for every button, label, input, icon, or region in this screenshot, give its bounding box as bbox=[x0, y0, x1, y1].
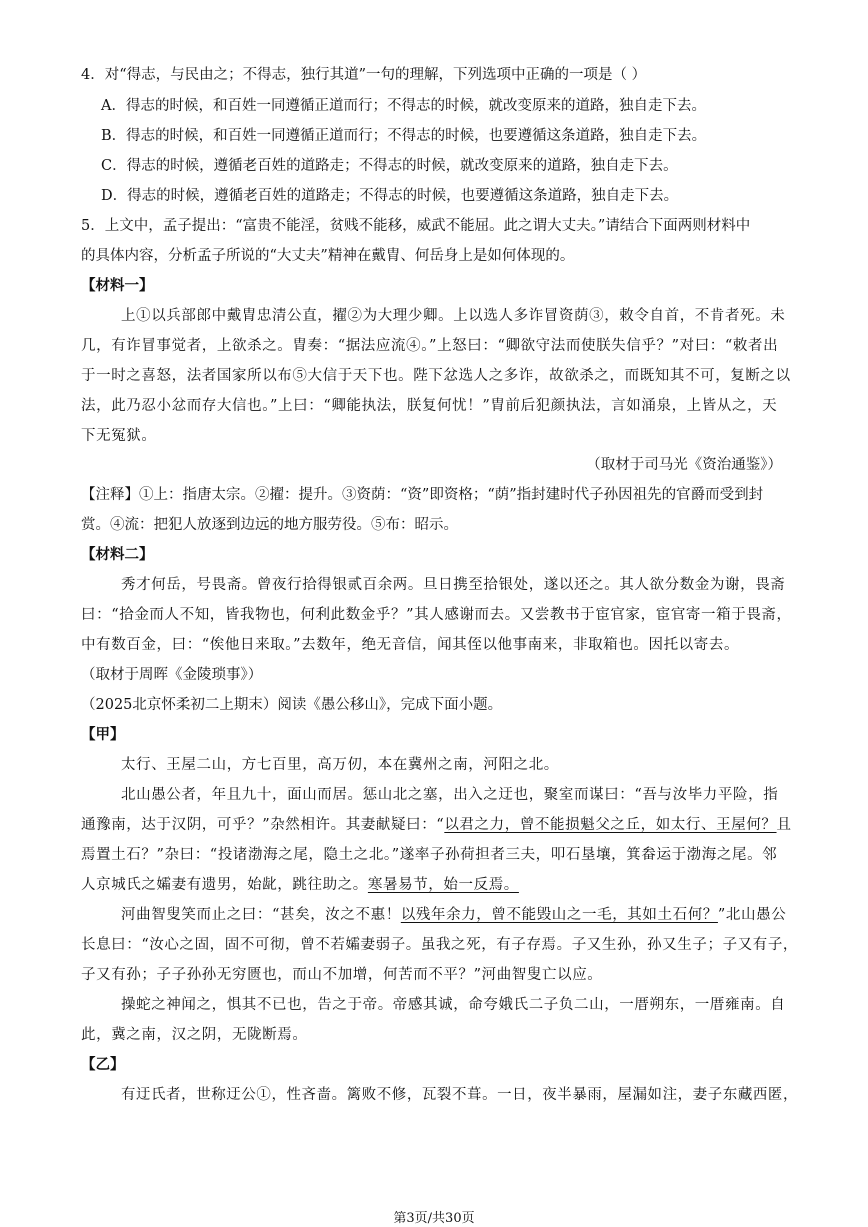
jia-p3-line-2: 长息曰：“汝心之固，固不可彻，曾不若孀妻弱子。虽我之死，有子存焉。子又生孙，孙又生子；子又有子， bbox=[81, 937, 798, 953]
jia-p4-line-2: 此，冀之南，汉之阴，无陇断焉。 bbox=[81, 1027, 308, 1043]
section-intro: （2025北京怀柔初二上期末）阅读《愚公移山》，完成下面小题。 bbox=[81, 697, 503, 713]
q5-line-1: 5．上文中，孟子提出：“富贵不能淫，贫贱不能移，威武不能屈。此之谓大丈夫。”请结合下面两则材料中 bbox=[81, 218, 751, 234]
page-number: 第3页/共30页 bbox=[393, 1211, 475, 1226]
jia-p3-line-1-text: 河曲智叟笑而止之曰：“甚矣，汝之不惠！ bbox=[121, 907, 401, 923]
jia-p2-line-2-tail: 且 bbox=[776, 817, 792, 833]
jia-underlined-sentence-3: 以残年余力，曾不能毁山之一毛，其如土石何？ bbox=[400, 907, 718, 923]
jia-p4-line-1: 操蛇之神闻之，惧其不已也，告之于帝。帝感其诚，命夸娥氏二子负二山，一厝朔东，一厝雍南。自 bbox=[121, 997, 786, 1013]
jia-p2-line-3: 焉置土石？”杂曰：“投诸渤海之尾，隐土之北。”遂率子孙荷担者三夫，叩石垦壤，箕畚运于渤海之尾。邻 bbox=[81, 847, 778, 863]
q4-option-b: B．得志的时候，和百姓一同遵循正道而行；不得志的时候，也要遵循这条道路，独自走下去。 bbox=[101, 128, 707, 144]
material1-line: 于一时之喜怒，法者国家所以布⑤大信于天下也。陛下忿选人之多诈，故欲杀之，而既知其不可，复断之以 bbox=[81, 368, 791, 384]
jia-p2-line-2 bbox=[81, 815, 792, 835]
material1-source: （取材于司马光《资治通鉴》） bbox=[586, 457, 782, 473]
material1-line: 上①以兵部郎中戴胄忠清公直，擢②为大理少卿。上以选人多诈冒资荫③，敕令自首，不肯者死。未 bbox=[121, 308, 786, 324]
jia-p2-line-1: 北山愚公者，年且九十，面山而居。惩山北之塞，出入之迂也，聚室而谋曰：“吾与汝毕力平险，指 bbox=[121, 787, 779, 803]
material1-line: 法，此乃忍小忿而存大信也。”上曰：“卿能执法，朕复何忧！”胄前后犯颜执法，言如涌泉，上皆从之，天 bbox=[81, 398, 778, 414]
jia-underlined-sentence-2: 寒暑易节，始一反焉。 bbox=[367, 877, 519, 893]
jia-p3-line-3: 子又有孙；子子孙孙无穷匮也，而山不加增，何苦而不平？”河曲智叟亡以应。 bbox=[81, 967, 603, 983]
q4-option-d: D．得志的时候，遵循老百姓的道路走；不得志的时候，也要遵循这条道路，独自走下去。 bbox=[101, 188, 679, 204]
q4-stem: 4．对“得志，与民由之；不得志，独行其道”一句的理解，下列选项中正确的一项是（ ） bbox=[81, 67, 647, 83]
jia-p2-line-2-text: 通豫南，达于汉阴，可乎？”杂然相许。其妻献疑曰：“ bbox=[81, 817, 445, 833]
jia-heading: 【甲】 bbox=[81, 726, 125, 743]
yi-paragraph-1: 有迂氏者，世称迂公①，性吝啬。篱败不修，瓦裂不葺。一日，夜半暴雨，屋漏如注，妻子东藏西匿， bbox=[121, 1087, 798, 1103]
q4-option-c: C．得志的时候，遵循老百姓的道路走；不得志的时候，就改变原来的道路，独自走下去。 bbox=[101, 158, 678, 174]
q4-option-a: A．得志的时候，和百姓一同遵循正道而行；不得志的时候，就改变原来的道路，独自走下去。 bbox=[101, 98, 706, 114]
material2-source: （取材于周晖《金陵琐事》） bbox=[81, 667, 263, 683]
material1-notes-line-1: 【注释】①上：指唐太宗。②擢：提升。③资荫：“资”即资格；“荫”指封建时代子孙因祖先的官爵而受到封 bbox=[81, 487, 764, 503]
jia-p3-line-1 bbox=[121, 905, 786, 925]
material2-line: 秀才何岳，号畏斋。曾夜行拾得银贰百余两。旦日携至拾银处，遂以还之。其人欲分数金为谢，畏斋 bbox=[121, 577, 786, 593]
material2-line: 中有数百金，曰：“俟他日来取。”去数年，绝无音信，闻其侄以他事南来，非取箱也。因托以寄去。 bbox=[81, 637, 740, 653]
material1-notes-line-2: 赏。④流：把犯人放逐到边远的地方服劳役。⑤布：昭示。 bbox=[81, 517, 458, 533]
jia-underlined-sentence-1: 以君之力，曾不能损魁父之丘，如太行、王屋何？ bbox=[444, 817, 777, 833]
jia-paragraph-1: 太行、王屋二山，方七百里，高万仞，本在冀州之南，河阳之北。 bbox=[121, 757, 559, 773]
material2-heading: 【材料二】 bbox=[81, 546, 154, 563]
material1-line: 几，有诈冒事觉者，上欲杀之。胄奏：“据法应流④。”上怒曰：“卿欲守法而使朕失信乎？”对曰：“敕者出 bbox=[81, 338, 779, 354]
jia-p2-line-4 bbox=[81, 875, 519, 895]
material1-line: 下无冤狱。 bbox=[81, 428, 157, 444]
jia-p3-line-1-tail: ”北山愚公 bbox=[717, 907, 787, 923]
jia-p2-line-4-text: 人京城氏之孀妻有遗男，始龀，跳往助之。 bbox=[81, 877, 368, 893]
q5-line-2: 的具体内容，分析孟子所说的“大丈夫”精神在戴胄、何岳身上是如何体现的。 bbox=[81, 248, 575, 264]
material1-heading: 【材料一】 bbox=[81, 277, 154, 294]
yi-heading: 【乙】 bbox=[81, 1056, 125, 1073]
material2-line: 曰：“拾金而人不知，皆我物也，何利此数金乎？”其人感谢而去。又尝教书于宦官家，宦官寄一箱于畏斋， bbox=[81, 607, 792, 623]
